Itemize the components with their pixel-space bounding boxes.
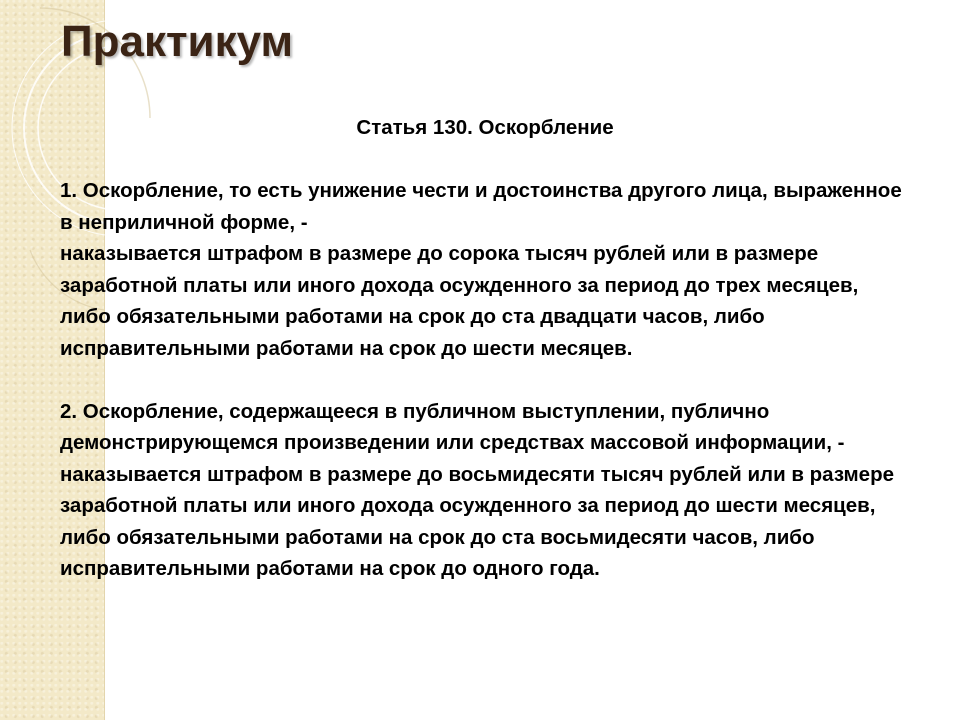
part-2-disposition: 2. Оскорбление, содержащееся в публичном выступлении, публично демонстрирующемся произведении или средствах массовой информации, -: [60, 399, 845, 454]
part-1-disposition: 1. Оскорбление, то есть унижение чести и достоинства другого лица, выраженное в неприличной форме, -: [60, 179, 902, 234]
part-1-sanction: наказывается штрафом в размере до сорока тысяч рублей или в размере заработной платы или иного дохода осужденного за период до трех месяцев, либо обязательными работами на срок до ста двадцати часов, либо исправительными работами на срок до шести месяцев.: [60, 242, 859, 360]
paragraph-spacer: [60, 144, 910, 176]
paragraph-spacer: [60, 364, 910, 396]
article-heading: Статья 130. Оскорбление: [356, 116, 614, 139]
part-2-sanction: наказывается штрафом в размере до восьмидесяти тысяч рублей или в размере заработной платы или иного дохода осужденного за период до шести месяцев, либо обязательными работами на срок до ста восьмидесяти часов, либо исправительными работами на срок до одного года.: [60, 462, 895, 580]
slide-title: Практикум: [61, 17, 294, 66]
article-text: [60, 112, 910, 585]
